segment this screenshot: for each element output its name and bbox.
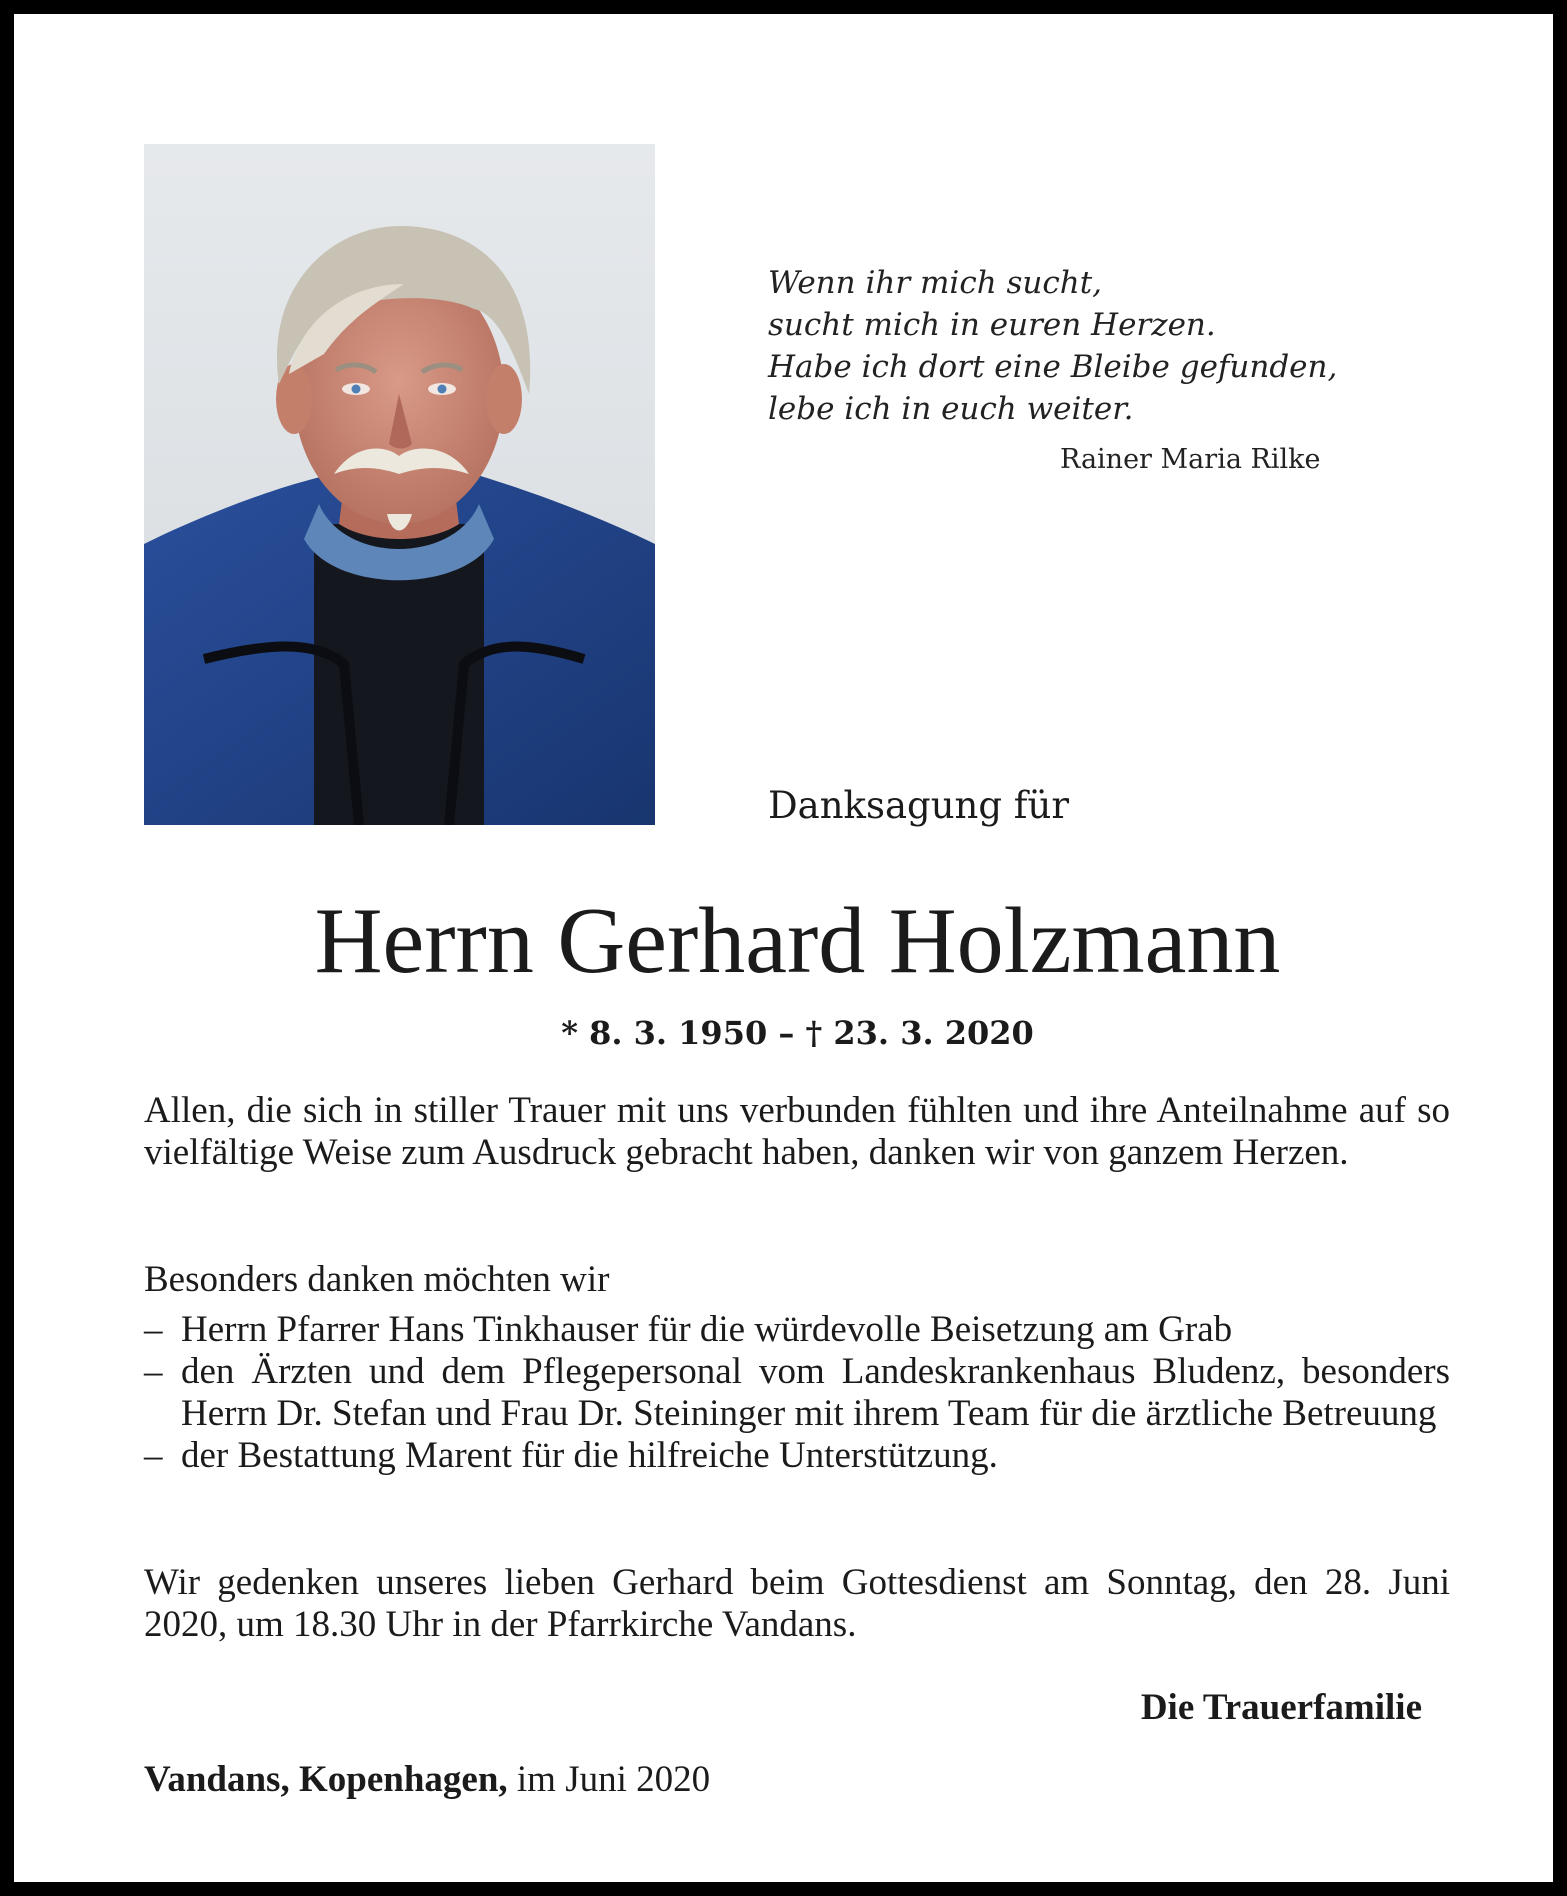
- poem-line: sucht mich in euren Herzen.: [768, 307, 1216, 343]
- thanks-list-heading: Besonders danken möchten wir: [144, 1259, 610, 1300]
- thanks-list: [144, 1309, 1450, 1477]
- poem-line: Wenn ihr mich sucht,: [768, 265, 1103, 301]
- list-item: [144, 1309, 1450, 1351]
- poem: [768, 262, 1388, 430]
- list-item: [144, 1351, 1450, 1435]
- place-names: Vandans, Kopenhagen,: [144, 1759, 508, 1800]
- dash-bullet: –: [144, 1435, 163, 1476]
- poem-author: Rainer Maria Rilke: [1060, 444, 1321, 475]
- thanks-intro: Danksagung für: [768, 784, 1070, 827]
- list-item: [144, 1435, 1450, 1477]
- list-item-text: der Bestattung Marent für die hilfreiche Unterstützung.: [181, 1435, 998, 1476]
- portrait-photo: [144, 144, 655, 825]
- list-item-text: Herrn Pfarrer Hans Tinkhauser für die würdevolle Beisetzung am Grab: [181, 1309, 1233, 1350]
- poem-line: Habe ich dort eine Bleibe gefunden,: [768, 349, 1338, 385]
- life-dates: * 8. 3. 1950 – † 23. 3. 2020: [561, 1014, 1034, 1052]
- memorial-service-paragraph: Wir gedenken unseres lieben Gerhard beim Gottesdienst am Sonntag, den 28. Juni 2020, um 18.30 Uhr in der Pfarrkirche Vandans.: [144, 1562, 1450, 1645]
- list-item-text: den Ärzten und dem Pflegepersonal vom Landeskrankenhaus Bludenz, besonders Herrn Dr. Stefan und Frau Dr. Steininger mit ihrem Team für die ärztliche Betreuung: [181, 1351, 1450, 1434]
- dash-bullet: –: [144, 1309, 163, 1350]
- signature: Die Trauerfamilie: [1140, 1687, 1422, 1728]
- place-and-date: [144, 1758, 710, 1801]
- dash-bullet: –: [144, 1351, 163, 1392]
- poem-line: lebe ich in euch weiter.: [768, 391, 1134, 427]
- date-text: im Juni 2020: [516, 1759, 711, 1800]
- deceased-name: Herrn Gerhard Holzmann: [314, 889, 1281, 993]
- thanks-paragraph: Allen, die sich in stiller Trauer mit uns verbunden fühlten und ihre Anteilnahme auf so vielfältige Weise zum Ausdruck gebracht haben, danken wir von ganzem Herzen.: [144, 1090, 1450, 1173]
